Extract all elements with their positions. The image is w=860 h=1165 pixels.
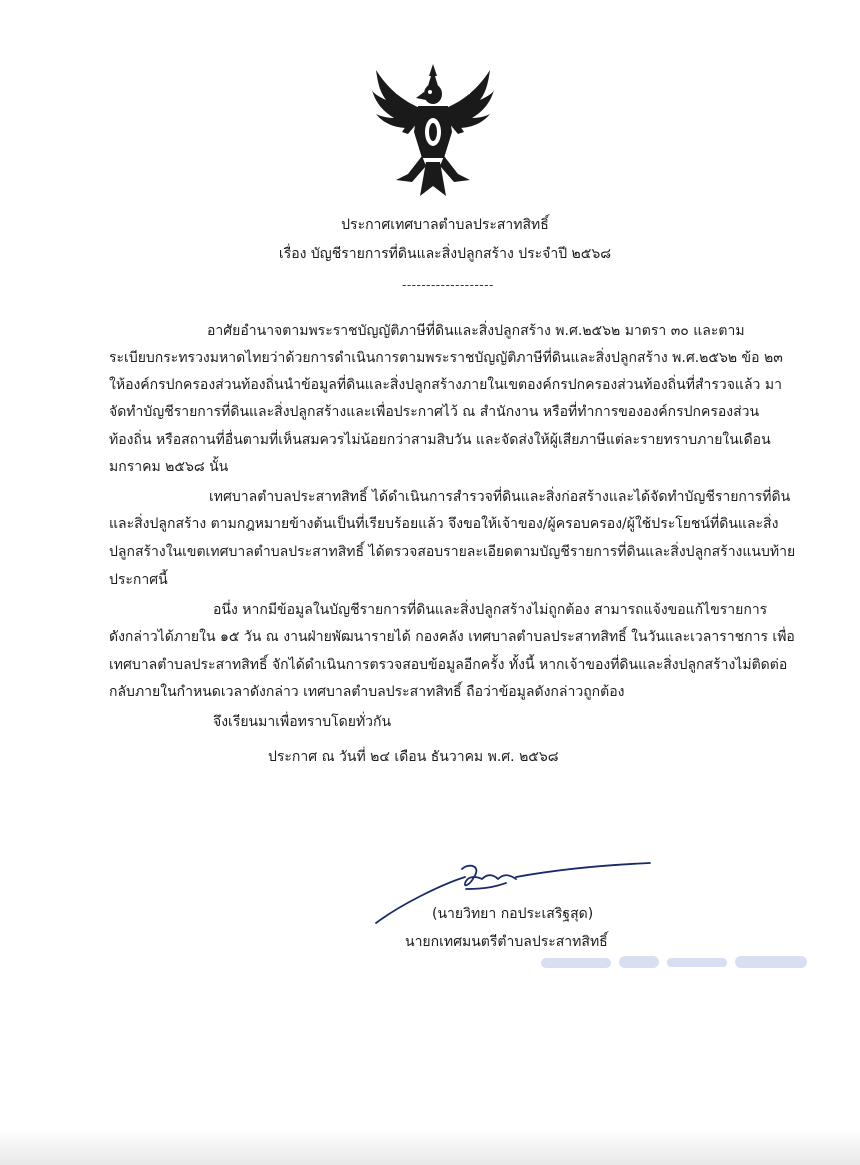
reverse-side-bleed: [535, 950, 815, 978]
body-line: เทศบาลตำบลประสาทสิทธิ์ จักได้ดำเนินการตรวจสอบข้อมูลอีกครั้ง ทั้งนี้ หากเจ้าของที่ดินและสิ่งปลูกสร้างไม่ติดต่อ: [109, 657, 788, 673]
body-line: ประกาศนี้: [109, 572, 168, 588]
body-line: และสิ่งปลูกสร้าง ตามกฎหมายข้างต้นเป็นที่เรียบร้อยแล้ว จึงขอให้เจ้าของ/ผู้ครอบครอง/ผู้ใช้ประโยชน์ที่ดินและสิ่ง: [109, 516, 779, 532]
body-line: มกราคม ๒๕๖๘ นั้น: [109, 459, 229, 475]
body-line: ท้องถิ่น หรือสถานที่อื่นตามที่เห็นสมควรไม่น้อยกว่าสามสิบวัน และจัดส่งให้ผู้เสียภาษีแต่ละรายทราบภายในเดือน: [109, 432, 771, 448]
body-line: จัดทำบัญชีรายการที่ดินและสิ่งปลูกสร้างและเพื่อประกาศไว้ ณ สำนักงาน หรือที่ทำการขององค์กรปกครองส่วน: [109, 404, 760, 420]
signer-name: (นายวิทยา กอประเสริฐสุด): [432, 906, 594, 922]
announce-date: ประกาศ ณ วันที่ ๒๔ เดือน ธันวาคม พ.ศ. ๒๕๖๘: [268, 749, 559, 765]
body-line: กลับภายในกำหนดเวลาดังกล่าว เทศบาลตำบลประสาทสิทธิ์ ถือว่าข้อมูลดังกล่าวถูกต้อง: [109, 684, 625, 700]
notice-subject: เรื่อง บัญชีรายการที่ดินและสิ่งปลูกสร้าง ประจำปี ๒๕๖๘: [278, 246, 612, 262]
garuda-emblem-icon: [368, 62, 498, 202]
closing-line: จึงเรียนมาเพื่อทราบโดยทั่วกัน: [213, 714, 392, 730]
heading-divider: -------------------: [402, 278, 494, 292]
body-line: เทศบาลตำบลประสาทสิทธิ์ ได้ดำเนินการสำรวจที่ดินและสิ่งก่อสร้างและได้จัดทำบัญชีรายการที่ดิน: [209, 489, 791, 505]
body-line: อาศัยอำนาจตามพระราชบัญญัติภาษีที่ดินและสิ่งปลูกสร้าง พ.ศ.๒๕๖๒ มาตรา ๓๐ และตาม: [207, 323, 745, 339]
signer-title: นายกเทศมนตรีตำบลประสาทสิทธิ์: [405, 934, 608, 950]
body-line: อนึ่ง หากมีข้อมูลในบัญชีรายการที่ดินและสิ่งปลูกสร้างไม่ถูกต้อง สามารถแจ้งขอแก้ไขรายการ: [213, 602, 768, 618]
body-line: ให้องค์กรปกครองส่วนท้องถิ่นนำข้อมูลที่ดินและสิ่งปลูกสร้างภายในเขตองค์กรปกครองส่วนท้องถิ่นที่สำรวจแล้ว มา: [109, 377, 782, 393]
body-line: ปลูกสร้างในเขตเทศบาลตำบลประสาทสิทธิ์ ได้ตรวจสอบรายละเอียดตามบัญชีรายการที่ดินและสิ่งปลูกสร้างแนบท้าย: [109, 544, 796, 560]
body-line: ระเบียบกระทรวงมหาดไทยว่าด้วยการดำเนินการตามพระราชบัญญัติภาษีที่ดินและสิ่งปลูกสร้าง พ.ศ.๒๕๖๒ ข้อ ๒๓: [109, 350, 783, 366]
page-bottom-edge: [0, 1128, 860, 1165]
notice-heading: ประกาศเทศบาลตำบลประสาทสิทธิ์: [341, 217, 549, 233]
body-line: ดังกล่าวได้ภายใน ๑๕ วัน ณ งานฝ่ายพัฒนารายได้ กองคลัง เทศบาลตำบลประสาทสิทธิ์ ในวันและเวลาราชการ เพื่อ: [109, 629, 795, 645]
